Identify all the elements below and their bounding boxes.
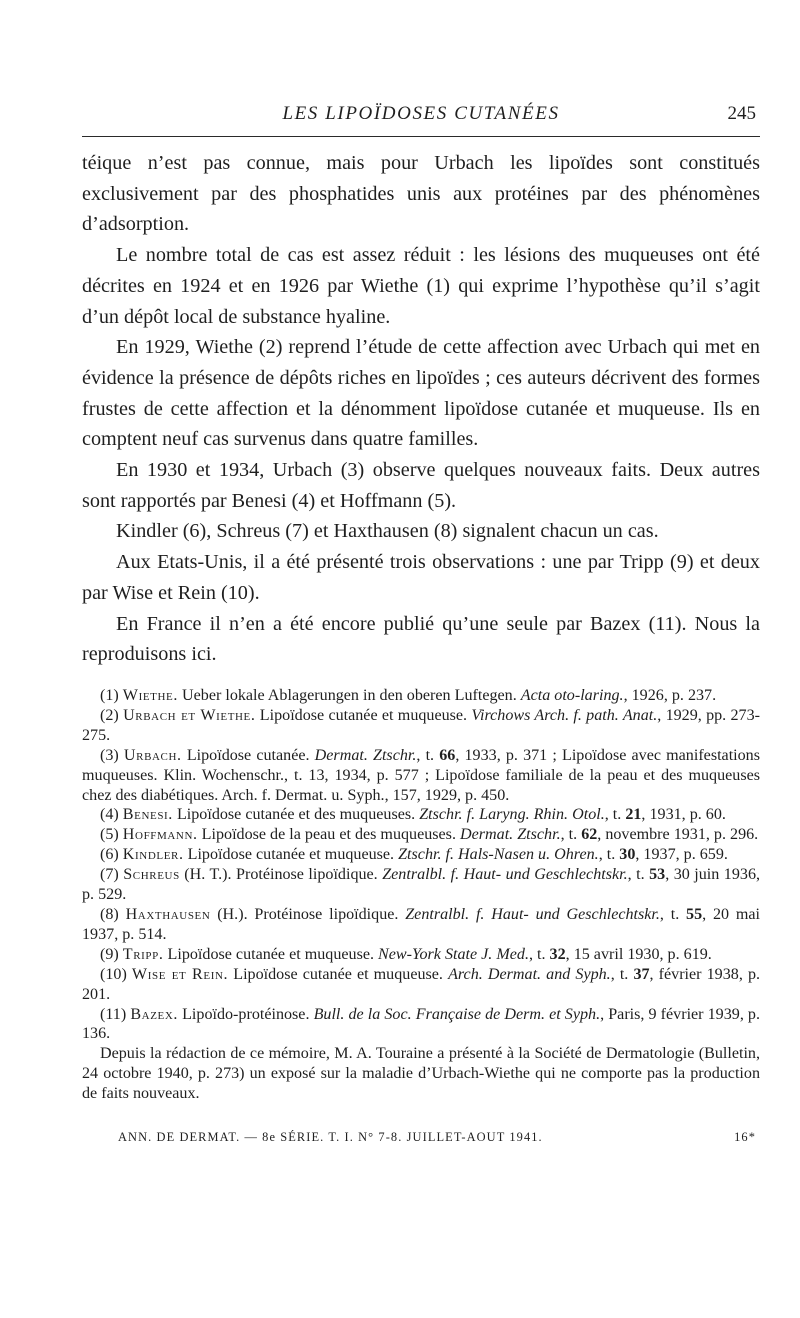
running-title: LES LIPOÏDOSES CUTANÉES	[282, 103, 560, 124]
footnote-journal: Arch. Dermat. and Syph.	[448, 965, 611, 983]
footnote-journal: Zentralbl. f. Haut- und Geschlechtskr.	[405, 905, 660, 923]
footnote-author: Urbach.	[123, 746, 182, 764]
footnote-title: Lipoïdose de la peau et des muqueuses.	[201, 826, 456, 844]
footnote-number: (9)	[100, 945, 119, 963]
footnote-volume: 21	[625, 806, 642, 824]
footnote-journal: Dermat. Ztschr.	[460, 826, 561, 844]
footnote-title: Ueber lokale Ablagerungen in den oberen Luftegen.	[182, 687, 517, 704]
footnote-journal: Dermat. Ztschr.	[314, 746, 417, 764]
footnote-rest: , 1937, p. 659.	[635, 846, 728, 864]
footnote-journal: Acta oto-laring.	[520, 687, 624, 704]
footnote-volume: 55	[686, 905, 703, 923]
footnote: (6) Kindler. Lipoïdose cutanée et muqueuse. Ztschr. f. Hals-Nasen u. Ohren., t. 30, 1937, p. 659.	[100, 846, 728, 864]
footnote-volume: 66	[439, 746, 456, 764]
footnote-title: (H.). Protéinose lipoïdique.	[217, 905, 399, 923]
footnote-number: (10)	[100, 965, 127, 983]
footnote-rest: , 1931, p. 60.	[641, 806, 726, 824]
footnote-journal: Ztschr. f. Hals-Nasen u. Ohren.	[398, 846, 599, 864]
footnote-author: Hoffmann.	[122, 826, 198, 844]
footnote-title: Lipoïdose cutanée.	[186, 746, 310, 764]
footnote	[82, 1005, 760, 1045]
footnote: (5) Hoffmann. Lipoïdose de la peau et des muqueuses. Dermat. Ztschr., t. 62, novembre 1931, p. 296.	[100, 826, 759, 844]
paragraph: En 1930 et 1934, Urbach (3) observe quelques nouveaux faits. Deux autres sont rapportés par Benesi (4) et Hoffmann (5).	[82, 459, 760, 512]
footnote: (9) Tripp. Lipoïdose cutanée et muqueuse. New-York State J. Med., t. 32, 15 avril 1930, p. 619.	[100, 945, 712, 963]
paragraph: Kindler (6), Schreus (7) et Haxthausen (8) signalent chacun un cas.	[116, 520, 659, 543]
footnote-number: (1)	[100, 687, 119, 704]
postscript-note: Depuis la rédaction de ce mémoire, M. A. Touraine a présenté à la Société de Dermatologie (Bulletin, 24 octobre 1940, p. 273) un exposé sur la maladie d’Urbach-Wiethe qui ne comporte pas la production de faits nouveaux.	[82, 1045, 760, 1103]
footnote-rest: , 1926, p. 237.	[623, 687, 717, 704]
footnote-number: (7)	[100, 866, 119, 884]
signature-mark: 16*	[734, 1130, 756, 1144]
footnote-title: Lipoïdose cutanée et muqueuse.	[233, 965, 443, 983]
footnote-number: (3)	[100, 746, 119, 764]
footnote-rest: , 15 avril 1930, p. 619.	[565, 945, 712, 963]
footnote-rest: , 20 mai 1937, p. 514.	[82, 905, 760, 943]
paragraph: Aux Etats-Unis, il a été présenté trois observations : une par Tripp (9) et deux par Wise et Rein (10).	[82, 551, 760, 604]
footnote-rest: , 1929, pp. 273-275.	[82, 706, 760, 744]
footnote-journal: Zentralbl. f. Haut- und Geschlechtskr.	[382, 866, 628, 884]
footnote-volume: 30	[619, 846, 636, 864]
footnote-author: Bazex.	[130, 1005, 178, 1023]
footnote-number: (11)	[100, 1005, 127, 1023]
footnote-volume: 37	[633, 965, 650, 983]
footnote-author: Schreus	[123, 866, 180, 884]
footnote-volume: 32	[549, 945, 566, 963]
footnote-rest: , novembre 1931, p. 296.	[597, 826, 759, 844]
footnote-author: Haxthausen	[125, 905, 211, 923]
footnote-title: (H. T.). Protéinose lipoïdique.	[184, 866, 378, 884]
footnote-author: Wise et Rein.	[131, 965, 229, 983]
footnote-rest: , février 1938, p. 201.	[82, 965, 761, 1003]
footnote-number: (5)	[100, 826, 119, 844]
paragraph: Le nombre total de cas est assez réduit : les lésions des muqueuses ont été décrites en 1924 et en 1926 par Wiethe (1) qui exprime l’hypothèse qu’il s’agit d’un dépôt local de substance hyaline.	[82, 244, 760, 328]
footnote-journal: Virchows Arch. f. path. Anat.	[471, 706, 658, 724]
footnote: (8) Haxthausen (H.). Protéinose lipoïdique. Zentralbl. f. Haut- und Geschlechtskr., t. 55, 20 mai 1937, p. 514.	[82, 905, 760, 943]
footnote-title: Lipoïdose cutanée et muqueuse.	[167, 945, 374, 963]
footnotes	[82, 686, 760, 1104]
page-header	[82, 100, 760, 132]
footnote-number: (6)	[100, 846, 119, 864]
footnote-title: Lipoïdose cutanée et des muqueuses.	[176, 806, 416, 824]
footnote: (3) Urbach. Lipoïdose cutanée. Dermat. Ztschr., t. 66, 1933, p. 371 ; Lipoïdose avec manifestations muqueuses. Klin. Wochenschr., t. 13, 1934, p. 577 ; Lipoïdose familiale de la peau et des muqueuses chez des diabétiques. Arch. f. Dermat. u. Syph., 157, 1929, p. 450.	[82, 746, 760, 804]
footnote-volume: 62	[581, 826, 598, 844]
footnote-journal: New-York State J. Med.	[378, 945, 529, 963]
footnote-volume: 53	[649, 866, 666, 884]
paragraph: En France il n’en a été encore publié qu’une seule par Bazex (11). Nous la reproduisons ici.	[82, 612, 760, 666]
footnote-number: (4)	[100, 806, 119, 824]
footnote-title: Lipoïdose cutanée et muqueuse.	[187, 846, 395, 864]
footnote-number: (2)	[100, 706, 119, 724]
footnote-author: Tripp.	[122, 945, 164, 963]
footnote-title: Lipoïdo-protéinose.	[182, 1005, 310, 1023]
footnote-author: Wiethe.	[122, 687, 178, 704]
footnote	[82, 706, 760, 746]
footnote-number: (8)	[100, 905, 119, 923]
footnote: (10) Wise et Rein. Lipoïdose cutanée et muqueuse. Arch. Dermat. and Syph., t. 37, février 1938, p. 201.	[82, 965, 761, 1003]
footnote: (7) Schreus (H. T.). Protéinose lipoïdique. Zentralbl. f. Haut- und Geschlechtskr., t. 53, 30 juin 1936, p. 529.	[82, 866, 761, 904]
body-text	[82, 148, 760, 670]
footnote-journal: Ztschr. f. Laryng. Rhin. Otol.	[419, 806, 605, 824]
footnote-rest: , 1933, p. 371 ; Lipoïdose avec manifestations muqueuses. Klin. Wochenschr., t. 13, 1934, p. 577 ; Lipoïdose familiale de la peau et des muqueuses chez des diabétiques. Arch. f. Dermat. u. Syph., 157, 1929, p. 450.	[82, 746, 760, 804]
paragraph: En 1929, Wiethe (2) reprend l’étude de cette affection avec Urbach qui met en évidence la présence de dépôts riches en lipoïdes ; ces auteurs décrivent des formes frustes de cette affection et la dénomment lipoïdose cutanée et muqueuse. Ils en comptent neuf cas survenus dans quatre familles.	[82, 336, 760, 451]
header-rule	[82, 136, 760, 137]
footnote	[82, 686, 760, 706]
page-number: 245	[727, 103, 756, 124]
paragraph: téique n’est pas connue, mais pour Urbach les lipoïdes sont constitués exclusivement par des phosphatides unis aux protéines par des phénomènes d’adsorption.	[82, 152, 760, 236]
footnote-author: Benesi.	[122, 806, 173, 824]
footnote-rest: , Paris, 9 février 1939, p. 136.	[82, 1005, 760, 1043]
footnote-author: Urbach et Wiethe.	[123, 706, 256, 724]
footnote-title: Lipoïdose cutanée et muqueuse.	[259, 706, 468, 724]
footnote-author: Kindler.	[122, 846, 184, 864]
journal-line: ANN. DE DERMAT. — 8e SÉRIE. T. I. N° 7-8. JUILLET-AOUT 1941.	[118, 1130, 543, 1144]
footnote-journal: Bull. de la Soc. Française de Derm. et Syph.	[313, 1005, 601, 1023]
footnote: (4) Benesi. Lipoïdose cutanée et des muqueuses. Ztschr. f. Laryng. Rhin. Otol., t. 21, 1931, p. 60.	[100, 806, 726, 824]
footnote-rest: , 30 juin 1936, p. 529.	[82, 866, 761, 904]
